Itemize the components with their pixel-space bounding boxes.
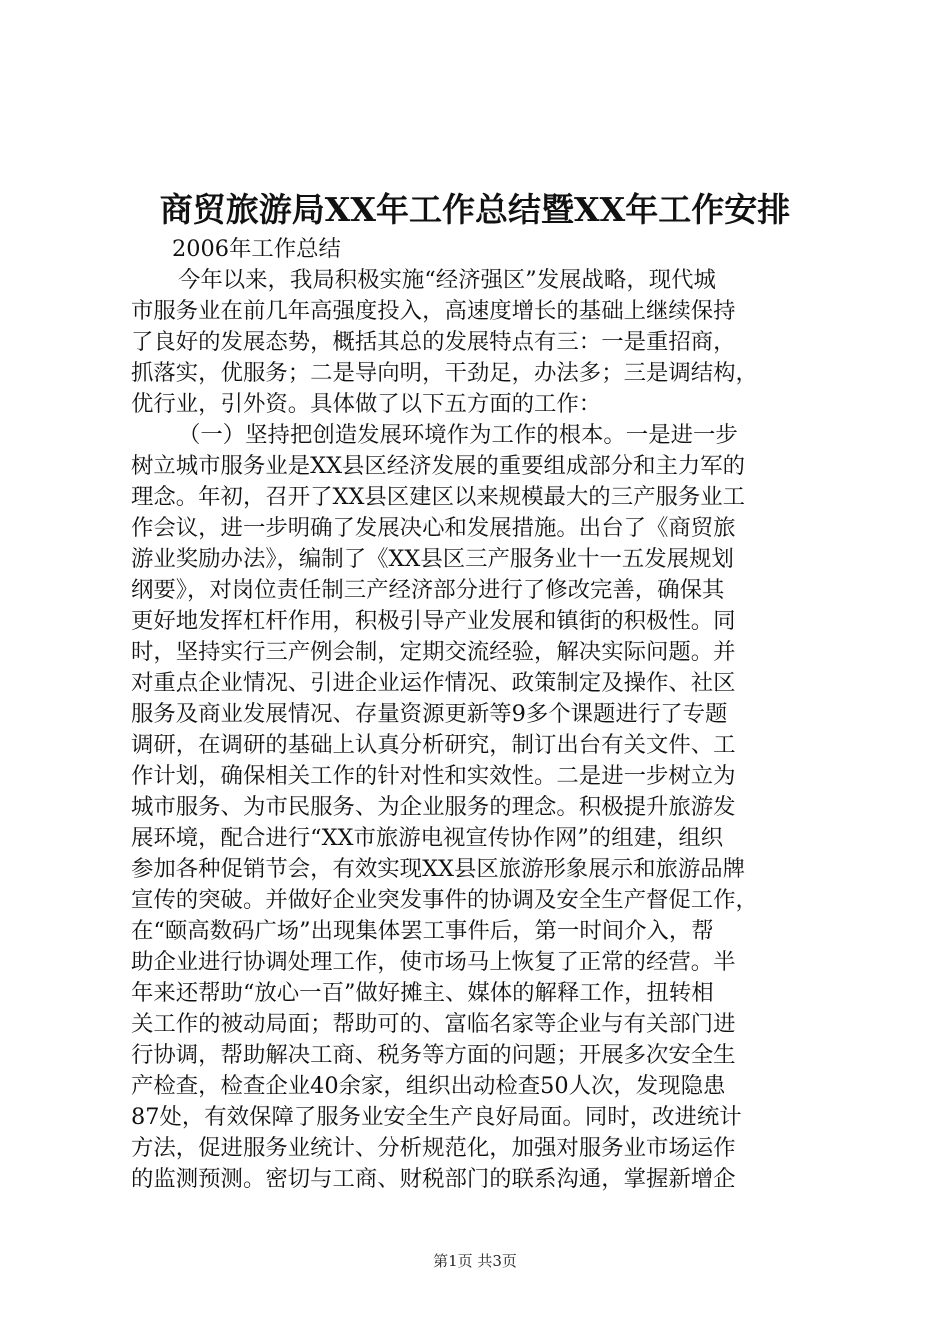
paragraph-line: 对重点企业情况、引进企业运作情况、政策制定及操作、社区 xyxy=(131,670,736,696)
paragraph-line: 作会议，进一步明确了发展决心和发展措施。出台了《商贸旅 xyxy=(131,515,736,541)
paragraph-line: 关工作的被动局面；帮助可的、富临名家等企业与有关部门进 xyxy=(131,1011,736,1037)
paragraph-line: 服务及商业发展情况、存量资源更新等9多个课题进行了专题 xyxy=(131,701,728,727)
paragraph-line: 市服务业在前几年高强度投入，高速度增长的基础上继续保持 xyxy=(131,298,736,324)
paragraph-line: 树立城市服务业是XX县区经济发展的重要组成部分和主力军的 xyxy=(131,453,746,479)
section-heading: 2006年工作总结 xyxy=(172,236,341,262)
paragraph-line: 助企业进行协调处理工作，使市场马上恢复了正常的经营。半 xyxy=(131,949,736,975)
paragraph-line: 宣传的突破。并做好企业突发事件的协调及安全生产督促工作， xyxy=(131,887,758,913)
paragraph-line: 时，坚持实行三产例会制，定期交流经验，解决实际问题。并 xyxy=(131,639,736,665)
paragraph-line: 参加各种促销节会，有效实现XX县区旅游形象展示和旅游品牌 xyxy=(131,856,746,882)
paragraph-line: 了良好的发展态势，概括其总的发展特点有三：一是重招商， xyxy=(131,329,736,355)
paragraph-line: 抓落实，优服务；二是导向明，干劲足，办法多；三是调结构， xyxy=(131,360,758,386)
paragraph-line: 理念。年初，召开了XX县区建区以来规模最大的三产服务业工 xyxy=(131,484,746,510)
paragraph-line: 展环境，配合进行“XX市旅游电视宣传协作网”的组建，组织 xyxy=(131,825,724,851)
paragraph-line: 方法，促进服务业统计、分析规范化，加强对服务业市场运作 xyxy=(131,1135,736,1161)
paragraph-line: 年来还帮助“放心一百”做好摊主、媒体的解释工作，扭转相 xyxy=(131,980,714,1006)
paragraph-line: 更好地发挥杠杆作用，积极引导产业发展和镇街的积极性。同 xyxy=(131,608,736,634)
paragraph-line: 纲要》，对岗位责任制三产经济部分进行了修改完善，确保其 xyxy=(131,577,725,603)
document-body xyxy=(131,234,821,1195)
paragraph-line: 优行业，引外资。具体做了以下五方面的工作： xyxy=(131,391,602,417)
paragraph-line: 产检查，检查企业40余家，组织出动检查50人次，发现隐患 xyxy=(131,1073,726,1099)
page-number-footer: 第1页 共3页 xyxy=(433,1252,517,1270)
paragraph-line: 在“颐高数码广场”出现集体罢工事件后，第一时间介入，帮 xyxy=(131,918,714,944)
paragraph-line: 游业奖励办法》，编制了《XX县区三产服务业十一五发展规划 xyxy=(131,546,734,572)
paragraph-line: 作计划，确保相关工作的针对性和实效性。二是进一步树立为 xyxy=(131,763,736,789)
paragraph-line: （一）坚持把创造发展环境作为工作的根本。一是进一步 xyxy=(178,422,738,448)
paragraph-line: 的监测预测。密切与工商、财税部门的联系沟通，掌握新增企 xyxy=(131,1166,736,1192)
paragraph-line: 今年以来，我局积极实施“经济强区”发展战略，现代城 xyxy=(178,267,716,293)
paragraph-line: 87处，有效保障了服务业安全生产良好局面。同时，改进统计 xyxy=(131,1104,742,1130)
paragraph-line: 城市服务、为市民服务、为企业服务的理念。积极提升旅游发 xyxy=(131,794,736,820)
paragraph-line: 行协调，帮助解决工商、税务等方面的问题；开展多次安全生 xyxy=(131,1042,736,1068)
document-title: 商贸旅游局XX年工作总结暨XX年工作安排 xyxy=(159,190,791,229)
paragraph-line: 调研，在调研的基础上认真分析研究，制订出台有关文件、工 xyxy=(131,732,736,758)
